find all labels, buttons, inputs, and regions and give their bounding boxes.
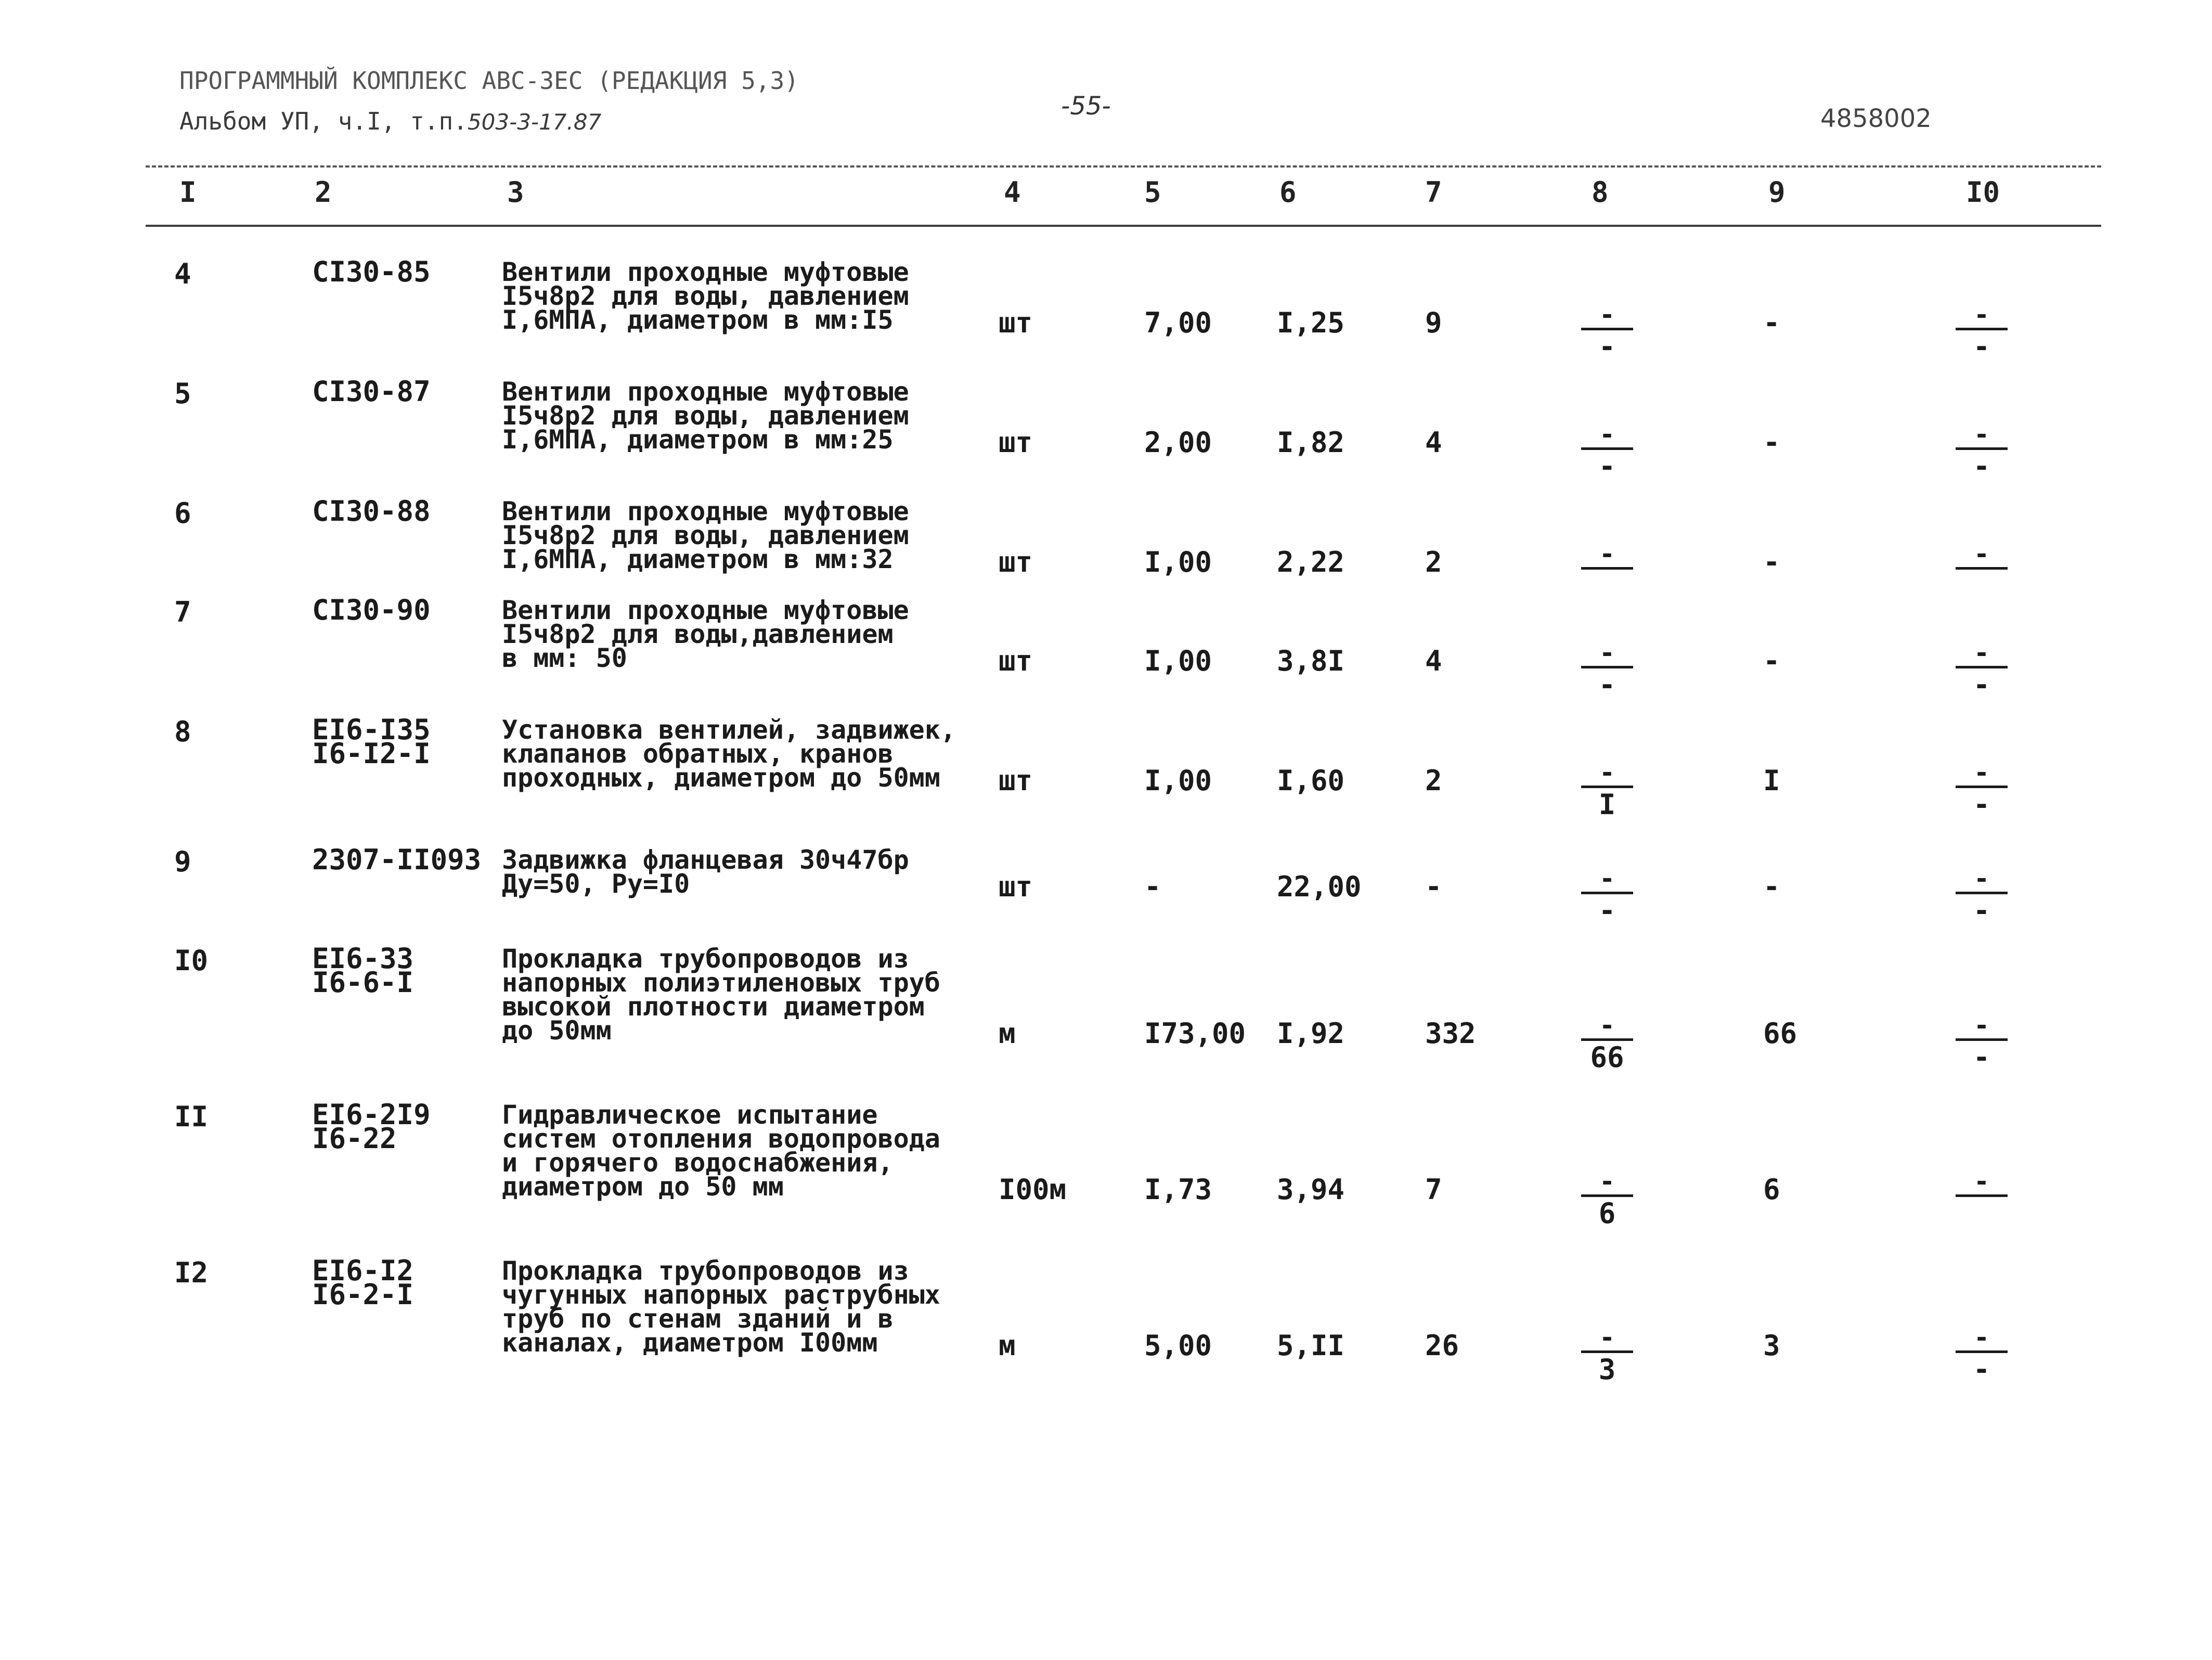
work-description-line: высокой плотности диаметром — [502, 992, 925, 1022]
col-9-value: 3 — [1763, 1329, 1780, 1362]
work-description-line: чугунных напорных раструбных — [502, 1280, 940, 1310]
fraction-denominator: - — [1598, 450, 1616, 483]
quantity: - — [1144, 870, 1161, 903]
total-cost: 9 — [1425, 306, 1442, 339]
work-description-line: труб по стенам зданий и в — [502, 1304, 894, 1334]
work-description-line: I,6МПА, диаметром в мм:I5 — [502, 305, 894, 335]
work-description-line: Гидравлическое испытание — [502, 1100, 878, 1130]
album-header — [179, 107, 601, 135]
column-header-4: 4 — [1004, 176, 1021, 209]
fraction-denominator: 66 — [1590, 1041, 1624, 1074]
fraction-col-8 — [1581, 1322, 1633, 1386]
fraction-numerator: - — [1973, 638, 1990, 668]
work-description-line: Задвижка фланцевая 30ч47бр — [502, 845, 909, 875]
column-header-5: 5 — [1144, 176, 1161, 209]
fraction-numerator: - — [1599, 300, 1615, 330]
quantity: I73,00 — [1144, 1017, 1246, 1050]
work-description-line: Ду=50, Ру=I0 — [502, 869, 690, 899]
col-9-value: - — [1763, 306, 1780, 339]
row-number: 5 — [174, 377, 191, 410]
row-number: 4 — [174, 258, 191, 290]
work-description-line: Вентили проходные муфтовые — [502, 595, 909, 625]
row-number: I2 — [174, 1256, 209, 1289]
col-9-value: I — [1763, 764, 1780, 797]
program-header: ПРОГРАММНЫЙ КОМПЛЕКС АВС-3ЕС (РЕДАКЦИЯ 5,3) — [179, 67, 799, 95]
fraction-denominator: - — [1973, 788, 1990, 821]
quantity: I,00 — [1144, 645, 1212, 677]
fraction-col-10 — [1956, 419, 2008, 483]
header-top-rule — [146, 165, 2101, 168]
work-description-line: Установка вентилей, задвижек, — [502, 715, 956, 745]
fraction-denominator: - — [1598, 668, 1616, 701]
unit-of-measure: шт — [999, 645, 1033, 677]
fraction-denominator: - — [1598, 330, 1616, 363]
fraction-numerator: - — [1599, 1166, 1615, 1196]
fraction-col-8 — [1581, 1010, 1633, 1074]
fraction-numerator: - — [1599, 638, 1615, 668]
fraction-numerator: - — [1973, 757, 1990, 788]
project-number: 503-3-17.87 — [467, 109, 602, 135]
fraction-denominator: - — [1973, 450, 1990, 483]
fraction-denominator — [1956, 572, 2008, 601]
quantity: 5,00 — [1144, 1329, 1212, 1362]
column-header-7: 7 — [1425, 176, 1442, 209]
fraction-numerator: - — [1973, 1166, 1990, 1196]
position-code: CI30-85 — [312, 255, 431, 288]
work-description-line: проходных, диаметром до 50мм — [502, 763, 940, 793]
fraction-numerator: - — [1973, 419, 1990, 449]
work-description-line: напорных полиэтиленовых труб — [502, 968, 940, 998]
column-header-9: 9 — [1768, 176, 1786, 209]
fraction-col-8 — [1581, 419, 1633, 483]
work-description-line: Прокладка трубопроводов из — [502, 944, 909, 974]
fraction-denominator: I — [1598, 788, 1616, 821]
fraction-numerator: - — [1973, 539, 1990, 569]
fraction-col-10 — [1956, 1322, 2008, 1386]
fraction-col-10 — [1956, 757, 2008, 821]
fraction-col-8 — [1581, 638, 1633, 701]
unit-price: I,25 — [1277, 306, 1345, 339]
quantity: I,00 — [1144, 764, 1212, 797]
total-cost: 7 — [1425, 1173, 1442, 1206]
work-description-line: Вентили проходные муфтовые — [502, 377, 909, 407]
col-9-value: 6 — [1763, 1173, 1780, 1206]
total-cost: 332 — [1425, 1017, 1476, 1050]
row-number: 7 — [174, 596, 191, 628]
fraction-numerator: - — [1599, 757, 1615, 788]
work-description-line: I5ч8р2 для воды, давлением — [502, 520, 909, 550]
album-label: Альбом УП, ч.I, т.п. — [179, 107, 468, 135]
work-description-line: в мм: 50 — [502, 643, 627, 673]
column-header-10: I0 — [1966, 176, 2000, 209]
column-header-2: 2 — [315, 176, 332, 209]
row-number: 8 — [174, 715, 191, 748]
total-cost: - — [1425, 870, 1442, 903]
work-description-line: диаметром до 50 мм — [502, 1172, 784, 1202]
unit-price: I,92 — [1277, 1017, 1345, 1050]
col-9-value: - — [1763, 546, 1780, 578]
unit-of-measure: м — [999, 1329, 1016, 1362]
unit-price: 2,22 — [1277, 546, 1345, 578]
position-code: CI30-87 — [312, 375, 431, 408]
page-number: -55- — [1061, 92, 1111, 121]
column-header-8: 8 — [1592, 176, 1609, 209]
column-header-6: 6 — [1279, 176, 1297, 209]
fraction-col-8 — [1581, 539, 1633, 601]
unit-price: 3,94 — [1277, 1173, 1345, 1206]
row-number: 6 — [174, 497, 191, 530]
fraction-denominator: - — [1973, 330, 1990, 363]
col-9-value: 66 — [1763, 1017, 1797, 1050]
total-cost: 4 — [1425, 645, 1442, 677]
position-code: I6-2-I — [312, 1278, 414, 1311]
fraction-denominator: - — [1973, 1041, 1990, 1074]
fraction-col-10 — [1956, 864, 2008, 927]
fraction-denominator — [1956, 1199, 2008, 1228]
fraction-numerator: - — [1599, 539, 1615, 569]
work-description-line: клапанов обратных, кранов — [502, 739, 894, 769]
fraction-numerator: - — [1599, 864, 1615, 894]
work-description-line: I5ч8р2 для воды, давлением — [502, 401, 909, 431]
fraction-col-10 — [1956, 1166, 2008, 1228]
position-code: I6-I2-I — [312, 737, 431, 770]
fraction-numerator: - — [1599, 1322, 1615, 1353]
fraction-col-8 — [1581, 300, 1633, 363]
position-code: EI6-I2 — [312, 1254, 414, 1287]
fraction-denominator: - — [1598, 894, 1616, 927]
unit-price: 22,00 — [1277, 870, 1362, 903]
unit-of-measure: шт — [999, 426, 1033, 459]
row-number: 9 — [174, 845, 191, 878]
quantity: 2,00 — [1144, 426, 1212, 459]
fraction-col-10 — [1956, 638, 2008, 701]
fraction-numerator: - — [1973, 864, 1990, 894]
total-cost: 4 — [1425, 426, 1442, 459]
unit-of-measure: шт — [999, 870, 1033, 903]
unit-of-measure: I00м — [999, 1173, 1067, 1206]
total-cost: 26 — [1425, 1329, 1459, 1362]
position-code: EI6-33 — [312, 942, 414, 975]
unit-of-measure: шт — [999, 764, 1033, 797]
work-description-line: систем отопления водопровода — [502, 1124, 940, 1154]
fraction-denominator: - — [1973, 668, 1990, 701]
unit-of-measure: шт — [999, 546, 1033, 578]
unit-of-measure: шт — [999, 306, 1033, 339]
col-9-value: - — [1763, 870, 1780, 903]
fraction-col-8 — [1581, 757, 1633, 821]
header-bottom-rule — [146, 225, 2101, 227]
row-number: II — [174, 1100, 209, 1133]
quantity: I,73 — [1144, 1173, 1212, 1206]
fraction-numerator: - — [1973, 1010, 1990, 1040]
work-description-line: Вентили проходные муфтовые — [502, 496, 909, 526]
work-description-line: каналах, диаметром I00мм — [502, 1328, 878, 1358]
work-description-line: I,6МПА, диаметром в мм:25 — [502, 424, 894, 455]
column-header-3: 3 — [507, 176, 524, 209]
fraction-denominator: 6 — [1598, 1197, 1616, 1230]
unit-price: I,60 — [1277, 764, 1345, 797]
fraction-col-8 — [1581, 864, 1633, 927]
work-description-line: I5ч8р2 для воды,давлением — [502, 619, 894, 649]
fraction-numerator: - — [1599, 419, 1615, 449]
total-cost: 2 — [1425, 764, 1442, 797]
position-code: I6-6-I — [312, 966, 414, 999]
fraction-numerator: - — [1973, 300, 1990, 330]
position-code: CI30-90 — [312, 594, 431, 626]
quantity: 7,00 — [1144, 306, 1212, 339]
work-description-line: и горячего водоснабжения, — [502, 1148, 894, 1178]
position-code: CI30-88 — [312, 495, 431, 527]
fraction-numerator: - — [1973, 1322, 1990, 1353]
total-cost: 2 — [1425, 546, 1442, 578]
unit-price: I,82 — [1277, 426, 1345, 459]
fraction-numerator: - — [1599, 1010, 1615, 1040]
row-number: I0 — [174, 944, 209, 977]
fraction-col-10 — [1956, 300, 2008, 363]
position-code: I6-22 — [312, 1122, 397, 1155]
work-description-line: I5ч8р2 для воды, давлением — [502, 281, 909, 311]
fraction-col-10 — [1956, 1010, 2008, 1074]
unit-price: 5,II — [1277, 1329, 1345, 1362]
col-9-value: - — [1763, 426, 1780, 459]
fraction-denominator: - — [1973, 1353, 1990, 1386]
fraction-col-8 — [1581, 1166, 1633, 1230]
position-code: EI6-2I9 — [312, 1098, 431, 1131]
work-description-line: Прокладка трубопроводов из — [502, 1256, 909, 1286]
column-header-1: I — [179, 176, 197, 209]
fraction-denominator — [1581, 572, 1633, 601]
col-9-value: - — [1763, 645, 1780, 677]
position-code: EI6-I35 — [312, 713, 431, 746]
document-number: 4858002 — [1820, 104, 1932, 133]
unit-price: 3,8I — [1277, 645, 1345, 677]
position-code: 2307-II093 — [312, 843, 482, 876]
quantity: I,00 — [1144, 546, 1212, 578]
fraction-denominator: - — [1973, 894, 1990, 927]
fraction-denominator: 3 — [1598, 1353, 1616, 1386]
work-description-line: I,6МПА, диаметром в мм:32 — [502, 544, 894, 574]
unit-of-measure: м — [999, 1017, 1016, 1050]
fraction-col-10 — [1956, 539, 2008, 601]
work-description-line: Вентили проходные муфтовые — [502, 257, 909, 287]
work-description-line: до 50мм — [502, 1015, 612, 1046]
